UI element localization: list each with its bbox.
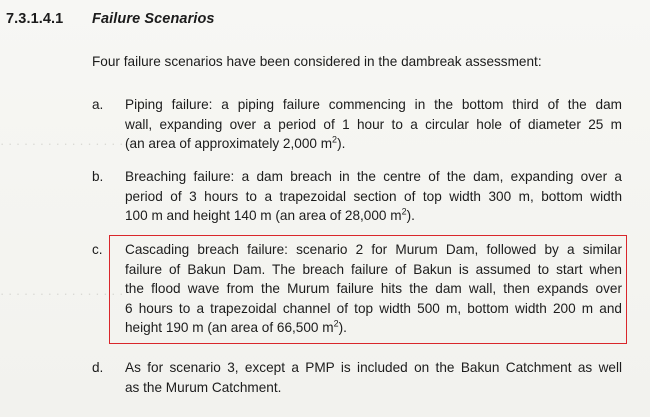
text-fragment: ). (406, 208, 415, 223)
intro-paragraph: Four failure scenarios have been considered in the dambreak assessment: (92, 54, 542, 69)
text-line: failure of Bakun Dam. The breach failure of Bakun is assumed to start when (125, 261, 622, 277)
section-number: 7.3.1.4.1 (6, 11, 64, 27)
text-line: period of 3 hours to a trapezoidal section of top width 300 m, bottom width (125, 188, 622, 204)
section-title: Failure Scenarios (92, 11, 215, 27)
text-fragment: ). (337, 136, 346, 151)
scenario-text (125, 95, 622, 154)
text-line: As for scenario 3, except a PMP is included on the Bakun Catchment as well (125, 360, 622, 375)
text-fragment: 100 m and height 140 m (an area of 28,000 m (125, 208, 402, 223)
text-fragment: ). (338, 320, 347, 335)
bleed-through-text: · · · · · · · · · · · · · · · · (0, 286, 124, 301)
text-line (125, 206, 622, 226)
text-line (125, 134, 622, 154)
text-line: as the Murum Catchment. (125, 379, 282, 395)
text-line: 6 hours to a trapezoidal channel of top width 500 m, bottom width 200 m and (125, 300, 622, 316)
superscript: 2 (333, 318, 339, 329)
text-line: the flood wave from the Murum failure hits the dam wall, then expands over (125, 281, 622, 296)
text-line: Cascading breach failure: scenario 2 for Murum Dam, followed by a similar (125, 242, 622, 257)
list-marker: c. (92, 242, 103, 257)
text-line: wall, expanding over a period of 1 hour to a circular hole of diameter 25 m (125, 116, 622, 132)
section-heading (6, 11, 215, 27)
list-marker: b. (92, 169, 104, 184)
text-line: Breaching failure: a dam breach in the centre of the dam, expanding over a (125, 169, 622, 184)
scenario-text (125, 358, 622, 397)
list-marker: d. (92, 360, 104, 375)
superscript: 2 (401, 206, 407, 217)
scenario-text (125, 167, 622, 226)
text-line: Piping failure: a piping failure commencing in the bottom third of the dam (125, 97, 622, 112)
list-marker: a. (92, 97, 104, 112)
text-fragment: height 190 m (an area of 66,500 m (125, 320, 334, 335)
bleed-through-text: · · · · · · · · · · · · · · · · · · (0, 136, 140, 151)
superscript: 2 (332, 134, 338, 145)
text-fragment: (an area of approximately 2,000 m (125, 136, 333, 151)
highlight-box (109, 235, 627, 344)
